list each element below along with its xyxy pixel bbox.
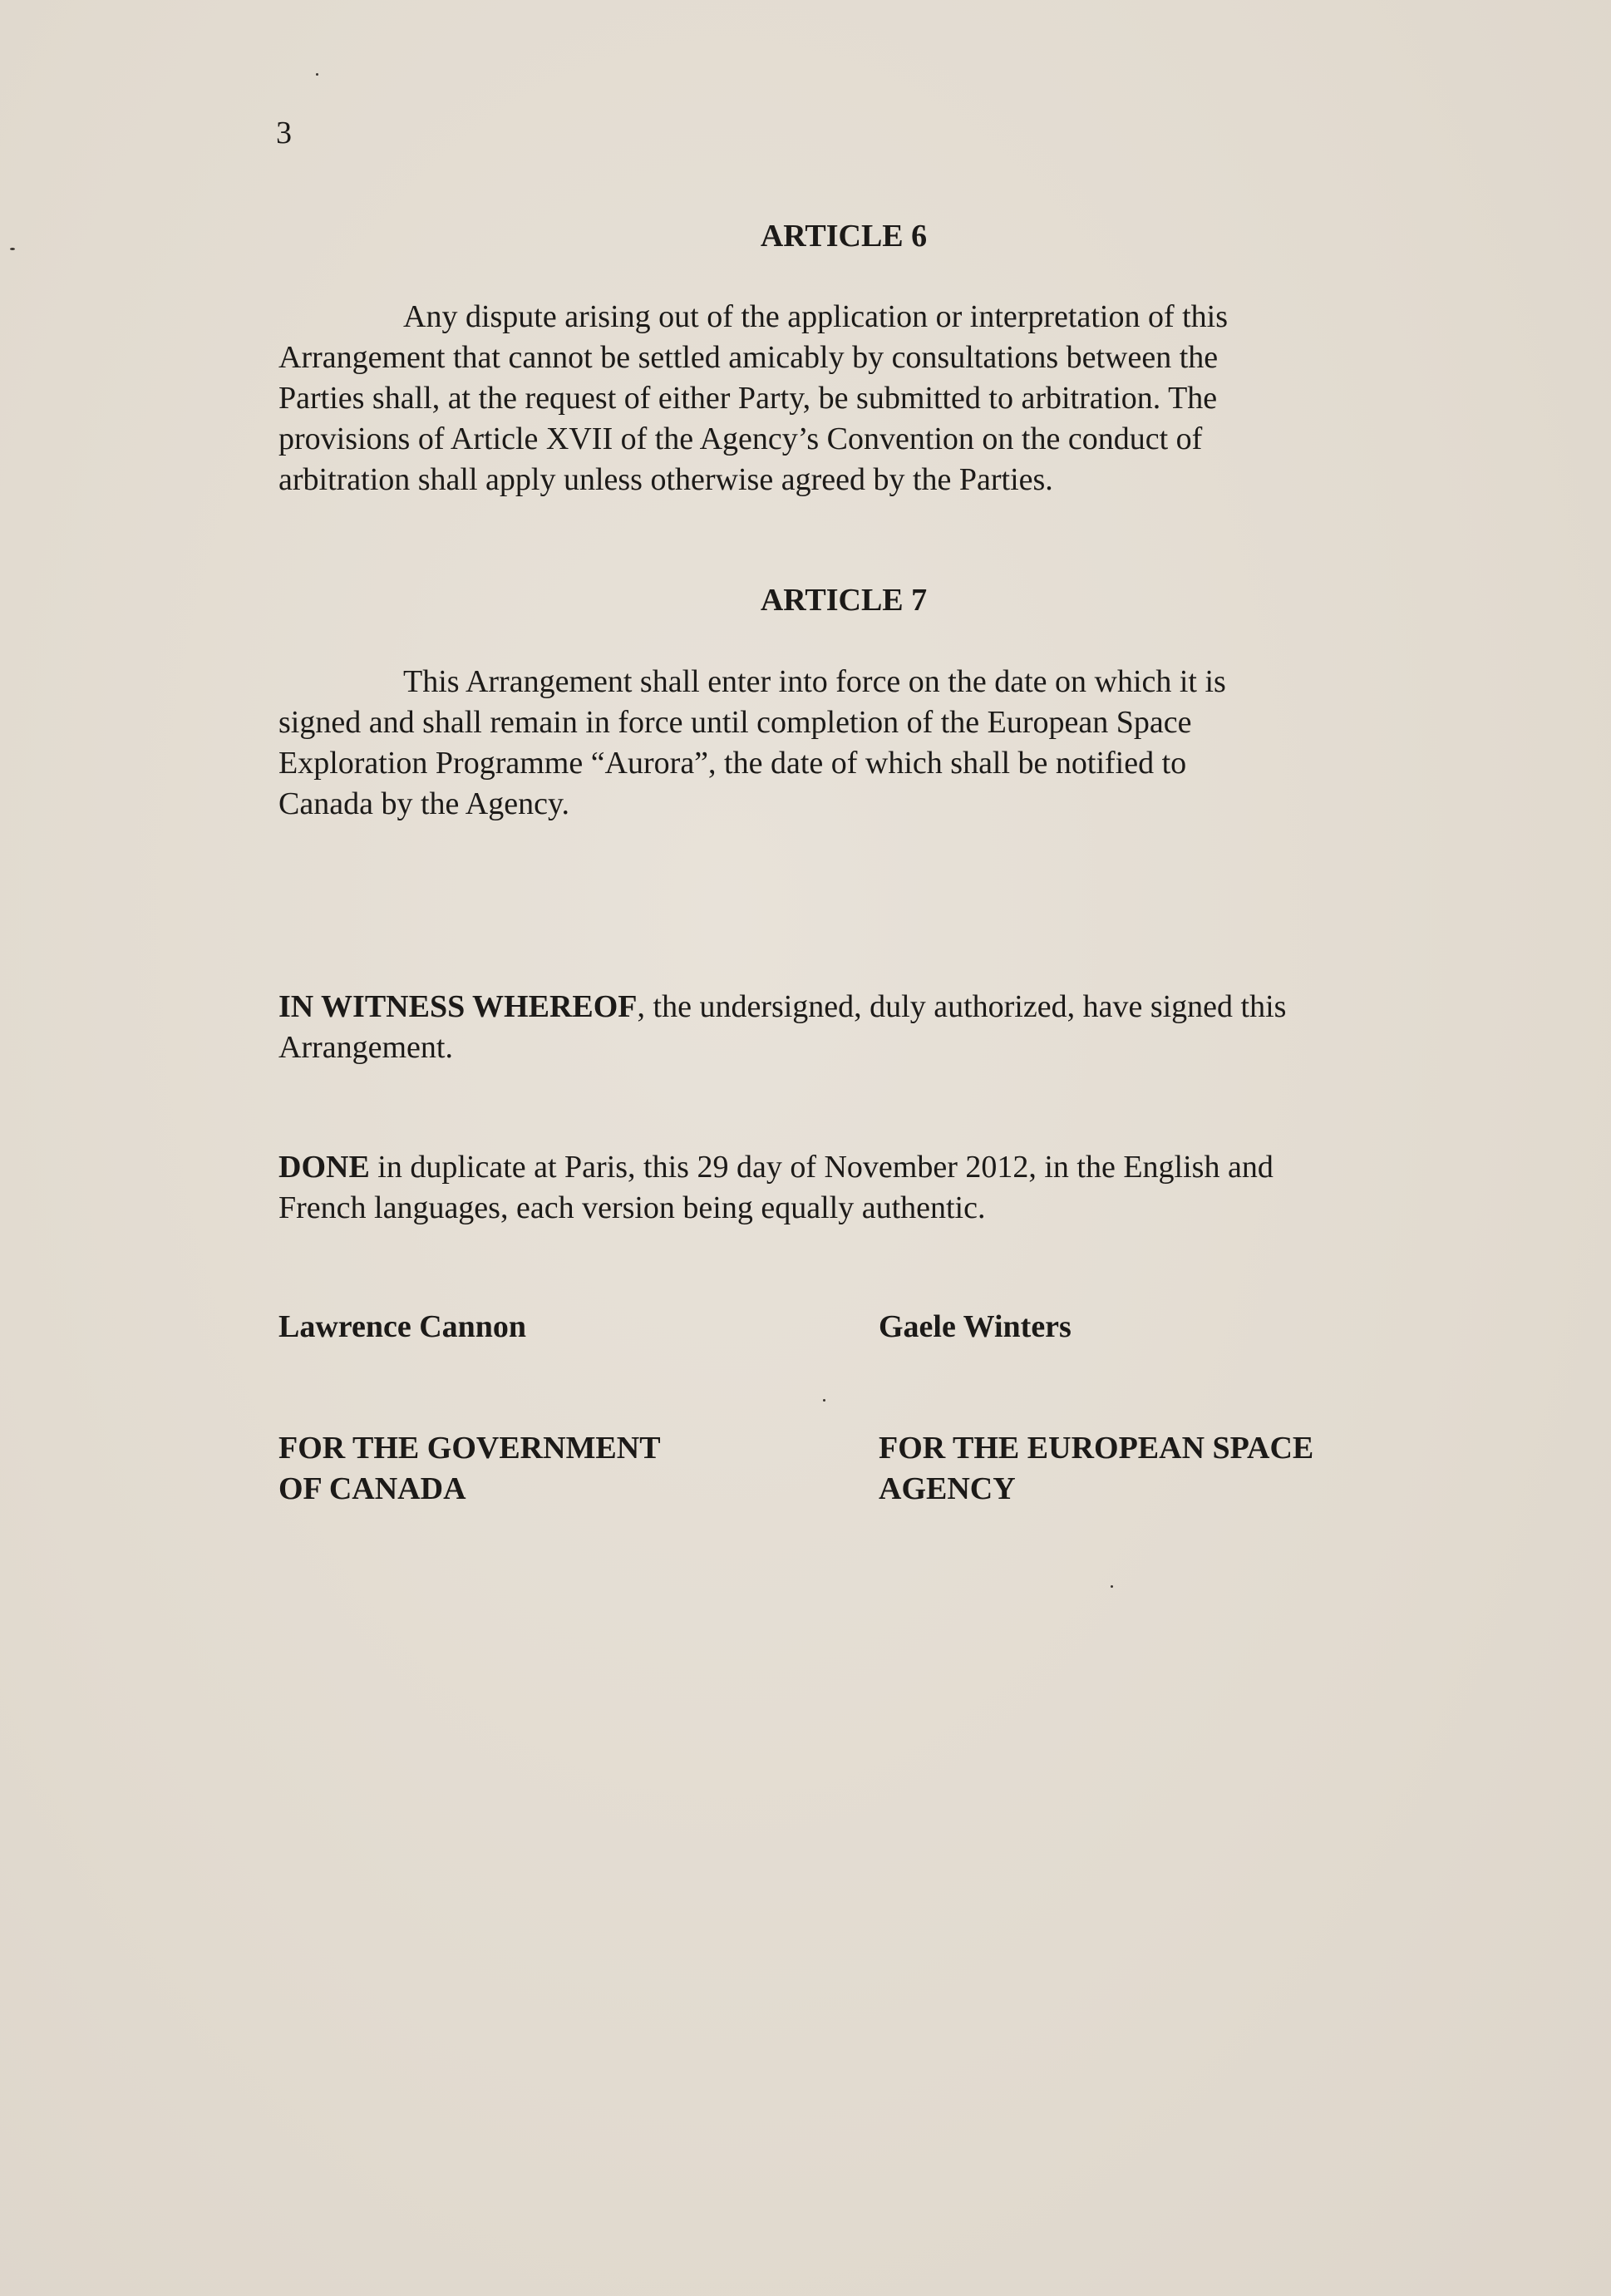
article-7-body <box>278 662 1392 825</box>
witness-lead: IN WITNESS WHEREOF <box>278 989 638 1024</box>
witness-text: , the undersigned, duly authorized, have signed this Arrangement. <box>278 989 1287 1065</box>
article-6-heading: ARTICLE 6 <box>760 219 928 254</box>
scan-speck <box>823 1399 825 1402</box>
scan-speck <box>1111 1585 1113 1588</box>
witness-clause <box>278 987 1392 1068</box>
page-number: 3 <box>276 116 292 150</box>
article-6-text: Any dispute arising out of the application or interpretation of this Arrangement that cannot be settled amicably by consultations between the Parties shall, at the request of either Party, be submitted to arbitration. The provisions of Article XVII of the Agency’s Convention on the conduct of arbitration shall apply unless otherwise agreed by the Parties. <box>278 299 1229 497</box>
article-7-text: This Arrangement shall enter into force on the date on which it is signed and shall remain in force until completion of the European Space Exploration Programme “Aurora”, the date of which shall be notified to Canada by the Agency. <box>278 664 1226 821</box>
scan-speck <box>316 73 318 76</box>
signatory-left-name: Lawrence Cannon <box>278 1309 527 1344</box>
show-through-decoration <box>274 532 282 574</box>
done-lead: DONE <box>278 1150 370 1185</box>
signatory-right-party: FOR THE EUROPEAN SPACE AGENCY <box>879 1431 1314 1506</box>
signatory-right-name: Gaele Winters <box>879 1309 1072 1344</box>
done-clause <box>278 1147 1392 1229</box>
scan-speck <box>10 248 15 250</box>
article-7-heading: ARTICLE 7 <box>760 583 928 618</box>
article-6-body <box>278 297 1392 500</box>
done-text: in duplicate at Paris, this 29 day of November 2012, in the English and French languages, each version being equally authentic. <box>278 1150 1274 1225</box>
signatory-left-party: FOR THE GOVERNMENT OF CANADA <box>278 1431 661 1506</box>
